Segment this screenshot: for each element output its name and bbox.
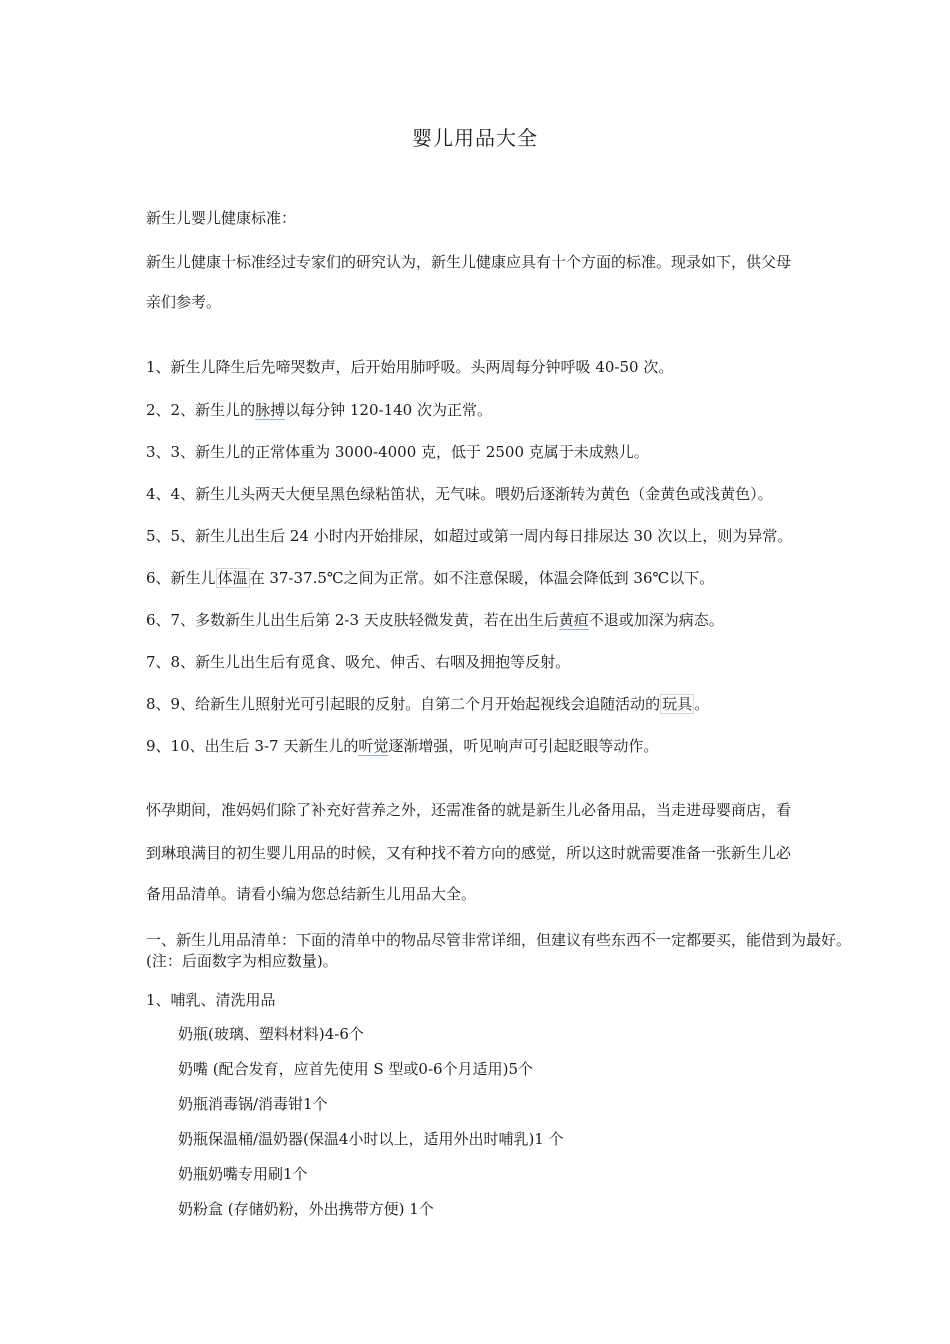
item-keyword-link[interactable]: 黄疸 [558, 611, 589, 629]
item-keyword-link[interactable]: 脉搏 [255, 401, 286, 419]
paragraph-line: 到琳琅满目的初生婴儿用品的时候，又有种找不着方向的感觉，所以这时就需要准备一张新生儿必 [146, 844, 792, 862]
list-item: 奶瓶(玻璃、塑料材料)4-6个 [178, 1025, 364, 1043]
item-text: 3、3、新生儿的正常体重为 3000-4000 克，低于 2500 克属于未成熟儿。 [146, 443, 649, 461]
item-text: 7、8、新生儿出生后有觅食、吸允、伸舌、右咽及拥抱等反射。 [146, 653, 571, 671]
item-text: 9、10、出生后 3-7 天新生儿的 [146, 737, 359, 755]
item-text: 4、4、新生儿头两天大便呈黑色绿粘笛状，无气味。喂奶后逐渐转为黄色（金黄色或浅黄色）。 [146, 485, 773, 503]
standard-item [146, 400, 866, 420]
standard-item [146, 736, 866, 756]
intro-line: 新生儿健康十标准经过专家们的研究认为，新生儿健康应具有十个方面的标准。现录如下，供父母 [146, 253, 792, 271]
intro-line: 亲们参考。 [146, 293, 222, 311]
item-text: 不退或加深为病态。 [588, 611, 724, 629]
standard-item [146, 484, 866, 504]
list-item: 奶瓶保温桶/温奶器(保温4小时以上，适用外出时哺乳)1 个 [178, 1130, 564, 1148]
paragraph-line: 备用品清单。请看小编为您总结新生儿用品大全。 [146, 885, 477, 903]
list-item: 奶粉盒 (存储奶粉，外出携带方便) 1个 [178, 1200, 434, 1218]
item-text: 1、新生儿降生后先啼哭数声，后开始用肺呼吸。头两周每分钟呼吸 40-50 次。 [146, 358, 674, 376]
list-item: 奶嘴 (配合发育，应首先使用 S 型或0-6个月适用)5个 [178, 1060, 533, 1078]
list-item: 奶瓶消毒锅/消毒钳1个 [178, 1095, 328, 1113]
item-text: 在 37-37.5℃之间为正常。如不注意保暖，体温会降低到 36℃以下。 [249, 569, 715, 587]
item-text: 。 [694, 695, 710, 713]
standard-item [146, 652, 866, 672]
item-text: 逐渐增强，听见响声可引起眨眼等动作。 [388, 737, 659, 755]
item-text: 以每分钟 120-140 次为正常。 [285, 401, 492, 419]
item-text: 6、新生儿 [146, 569, 216, 587]
list-item: 奶瓶奶嘴专用刷1个 [178, 1165, 308, 1183]
paragraph-line: 怀孕期间，准妈妈们除了补充好营养之外，还需准备的就是新生儿必备用品，当走进母婴商店，看 [146, 801, 792, 819]
standard-item [146, 694, 866, 714]
item-keyword-link[interactable]: 体温 [217, 569, 248, 587]
item-text: 5、5、新生儿出生后 24 小时内开始排尿，如超过或第一周内每日排尿达 30 次以上，则为异常。 [146, 527, 793, 545]
item-text: 6、7、多数新生儿出生后第 2-3 天皮肤轻微发黄，若在出生后 [146, 611, 559, 629]
item-keyword-link[interactable]: 听觉 [358, 737, 389, 755]
standard-item [146, 357, 866, 377]
standard-item [146, 610, 866, 630]
section-heading: 一、新生儿用品清单：下面的清单中的物品尽管非常详细，但建议有些东西不一定都要买，能借到为最好。(注：后面数字为相应数量)。 [146, 931, 852, 970]
intro-heading: 新生儿婴儿健康标准： [146, 209, 297, 227]
item-keyword-link[interactable]: 玩具 [662, 695, 693, 713]
item-text: 8、9、给新生儿照射光可引起眼的反射。自第二个月开始起视线会追随活动的 [146, 695, 661, 713]
subsection-heading: 1、哺乳、清洗用品 [146, 991, 276, 1009]
standard-item [146, 568, 866, 588]
standard-item [146, 526, 866, 546]
item-text: 2、2、新生儿的 [146, 401, 256, 419]
document-title: 婴儿用品大全 [412, 126, 538, 150]
standard-item [146, 442, 866, 462]
